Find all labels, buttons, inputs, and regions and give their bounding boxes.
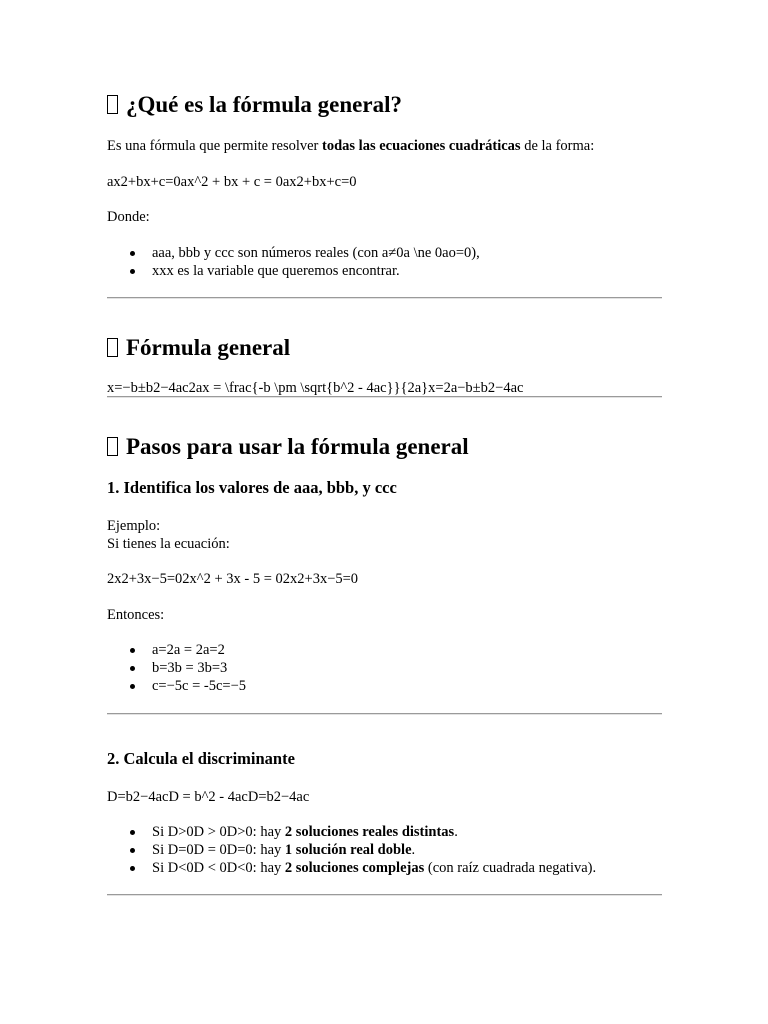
case-text: Si D<0D < 0D<0: hay [152,860,285,876]
section-heading-formula-general [107,334,290,362]
list-item: b=3b = 3b=3 [107,659,246,677]
si-tienes-label: Si tienes la ecuación: [107,536,230,552]
case-bold-text: 2 soluciones complejas [284,860,425,876]
ejemplo-label: Ejemplo: [107,518,161,534]
case-text-end: . [411,842,416,858]
donde-label: Donde: [107,209,150,225]
missing-emoji-icon [107,437,118,456]
discriminant-formula: D=b2−4acD = b^2 - 4acD=b2−4ac [107,789,310,805]
list-item: a=2a = 2a=2 [107,641,246,659]
donde-list [107,244,480,280]
intro-text-end: de la forma: [520,138,595,154]
divider [107,713,662,715]
list-item: aaa, bbb y ccc son números reales (con a≠0a \ne 0ao=0), [107,244,480,262]
missing-emoji-icon [107,338,118,357]
missing-emoji-icon [107,95,118,114]
quadratic-formula: x=−b±b2−4ac2ax = \frac{-b \pm \sqrt{b^2 - 4ac}}{2a}x=2a−b±b2−4ac [107,380,524,396]
intro-paragraph [107,137,594,155]
case-bold-text: 2 soluciones reales distintas [284,824,455,840]
step-1-title: 1. Identifica los valores de aaa, bbb, y ccc [107,478,397,497]
intro-text: Es una fórmula que permite resolver [107,138,323,154]
entonces-label: Entonces: [107,607,165,623]
section-heading-text: ¿Qué es la fórmula general? [126,92,402,117]
case-text-end: (con raíz cuadrada negativa). [424,860,597,876]
list-item [107,823,596,841]
coefficient-list [107,641,246,695]
case-text-end: . [454,824,458,840]
case-bold-text: 1 solución real doble [284,842,412,858]
step-2-title: 2. Calcula el discriminante [107,749,295,768]
section-heading-que-es [107,91,402,119]
list-item [107,859,596,877]
intro-bold-text: todas las ecuaciones cuadráticas [322,138,521,154]
general-form-equation: ax2+bx+c=0ax^2 + bx + c = 0ax2+bx+c=0 [107,174,357,190]
section-heading-pasos [107,433,469,461]
divider [107,894,662,896]
discriminant-cases-list [107,823,596,877]
section-heading-text: Pasos para usar la fórmula general [126,434,469,459]
example-equation: 2x2+3x−5=02x^2 + 3x - 5 = 02x2+3x−5=0 [107,571,359,587]
case-text: Si D>0D > 0D>0: hay [152,824,285,840]
list-item: xxx es la variable que queremos encontrar. [107,262,480,280]
list-item [107,841,596,859]
divider [107,396,662,398]
section-heading-text: Fórmula general [126,335,291,360]
case-text: Si D=0D = 0D=0: hay [152,842,285,858]
divider [107,297,662,299]
list-item: c=−5c = -5c=−5 [107,677,246,695]
